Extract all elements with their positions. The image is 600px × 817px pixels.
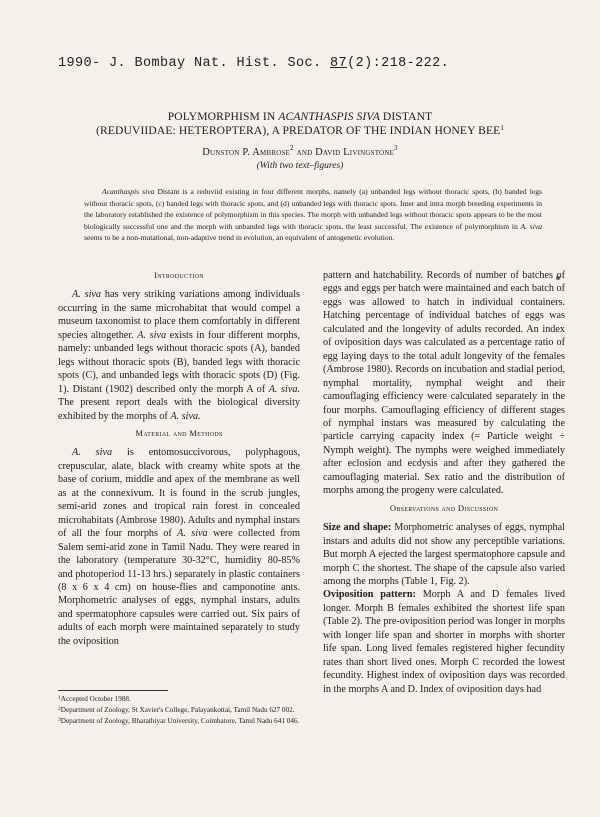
article-title-line-2 [30,124,570,138]
size-shape-label: Size and shape: [323,522,392,534]
author-livingstone: David Livingstone [315,147,395,158]
footnote-text: Department of Zoology, Bharathiyar University, Coimbatore, Tamil Nadu 641 046. [60,717,300,725]
title-line-2-text: (REDUVIIDAE: HETEROPTERA), A PREDATOR OF THE INDIAN HONEY BEE [96,124,501,137]
abstract-text: Distant is a reduviid existing in four different morphs, namely (a) unbanded legs without thoracic spots, (b) banded legs without thoracic spots, (c) banded legs with thoracic spots, and (d) unbanded legs with thoracic spots. Inter and intra morph breeding experiments in the laboratory established the existence of polymorphism in this species. The morph with unbanded legs without thoracic spots appears to be the most biologically successful one and the morph with unbanded legs with thoracic spots, the least successful. The existence of polymorphism in [84,187,542,231]
footnote-2 [58,705,300,715]
oviposition-paragraph [323,588,565,696]
methods-paragraph [58,446,300,648]
methods-text-a: is entomosuccivorous, polyphagous, crepuscular, alate, black with creamy white spots at the base of corium, middle and apex of the membrane as well as at the connexivum. It is found in the scrub jungles, semi-arid zones and tropical rain forest in concealed microhabitats (Ambrose 1980). Adults and nymphal instars of all the four morphs of [58,447,300,540]
title-footnote-marker: 1 [500,124,504,132]
abstract-species-2: A. siva [520,221,542,231]
author-ambrose: Dunston P. Ambrose [202,147,291,158]
size-shape-paragraph [323,521,565,588]
intro-text-a: has very striking variations among individuals occurring in the same microhabitat that would compel a museum taxonomist to place them comfortably in different species altogether. [58,289,300,341]
intro-text-c: The present report deals with the biological diversity exhibited by the morphs of [58,397,300,422]
title-species: ACANTHASPIS SIVA [278,110,380,123]
size-shape-text: Morphometric analyses of eggs, nymphal instars and adults did not show any perceptible variations. But morph A ejected the largest spermatophore capsule and morph C the shortest. The shape of the capsule also varied among the morphs (Table 1, Fig. 2). [323,522,565,587]
figure-note: (With two text–figures) [256,161,344,171]
abstract-species: Acanthaspis siva [102,187,155,196]
footnote-marker: 2 [58,706,61,712]
heading-introduction: Introduction [154,270,204,280]
species-name: A. siva [72,447,113,459]
methods-continued-paragraph: pattern and hatchability. Records of number of batches of eggs and eggs per batch were maintained and each batch of eggs was allowed to hatch in individual containers. Hatching percentage of individual batches of eggs was calculated and the longevity of adults recorded. An index of oviposition days was calculated as a percentage ratio of egg laying days to the total adult longevity of the females (Ambrose 1980). Records on incubation and stadial period, nymphal mortality, nymphal weight and their camouflaging efficiency were calculated separately in the four morphs. Camouflaging efficiency of different stages of nymphal instars was measured by calculating the particle carrying capacity index (= Particle weight ÷ Nymph weight). The nymphs were weighed immediately after eclosion and ecdysis and after they gathered the camouflaging material. Sex ratio and the distribution of morphs among the progeny were calculated. [323,270,565,497]
abstract-text-2: seems to be a non-mutational, non-adaptive trend in evolution, an equivalent of antogenetic evolution. [84,233,395,242]
author2-footnote-marker: 3 [394,144,398,152]
citation-suffix: (2):218-222. [347,56,450,71]
author1-footnote-marker: 2 [290,144,294,152]
footnote-text: Department of Zoology, St Xavier's College, Palayankottai, Tamil Nadu 627 002. [60,706,295,714]
journal-citation [58,56,449,71]
footnote-marker: 1 [58,695,61,701]
species-name: A. siva. [170,410,201,422]
species-name: A. siva [177,528,208,540]
footnote-3 [58,716,300,726]
right-column [323,269,565,696]
author-line [0,144,600,158]
intro-paragraph [58,288,300,423]
oviposition-label: Oviposition pattern: [323,589,416,601]
title-suffix: DISTANT [379,110,433,123]
left-column [58,269,300,648]
heading-methods: Material and Methods [135,427,223,438]
citation-volume: 87 [330,56,348,71]
species-name: A. siva [72,289,102,301]
footnotes [58,690,300,727]
intro-text-b: exists in four different morphs, namely: unbanded legs without thoracic spots (A), banded legs without thoracic spots (B), banded legs with thoracic spots (C), and unbanded legs with thoracic spots (D) (Fig. 1). Distant (1902) described only the morph A of [58,329,300,395]
footnote-rule [58,690,168,691]
species-name: A. siva. [268,383,301,395]
heading-observations: Observations and Discussion [389,502,499,513]
article-title-line-1 [30,110,570,124]
abstract [84,186,542,244]
species-name: A. siva [137,329,167,341]
footnote-1 [58,694,300,704]
footnote-text: Accepted October 1988. [60,695,131,703]
footnote-marker: 3 [58,717,61,723]
citation-prefix: 1990- J. Bombay Nat. Hist. Soc. [58,56,331,71]
title-prefix: POLYMORPHISM IN [167,110,279,123]
methods-text-b: were collected from Salem semi-arid zone in Tamil Nadu. They were reared in the laboratory (temperature 30-32°C, humidity 80-85% and photoperiod 11-13 hrs.) separately in plastic containers (8 x 6 x 4 cm) on house-flies and camponotine ants. Morphometric analyses of eggs, nymphal instars, adults and spermatophore capsules were carried out. Six pairs of adults of each morph were maintained separately to study the oviposition [58,528,300,647]
oviposition-text: Morph A and D females lived longer. Morph B females exhibited the shortest life span (Table 2). The pre-oviposition period was longer in morphs with longer life span and shorter in morphs with shorter life span. Long lived females registered higher fecundity rates than short lived ones. Morph C recorded the lowest fecundity. Highest index of oviposition days was recorded in the morphs A and D. Index of oviposition days had [323,589,565,695]
author-conjunction: and [293,147,316,158]
